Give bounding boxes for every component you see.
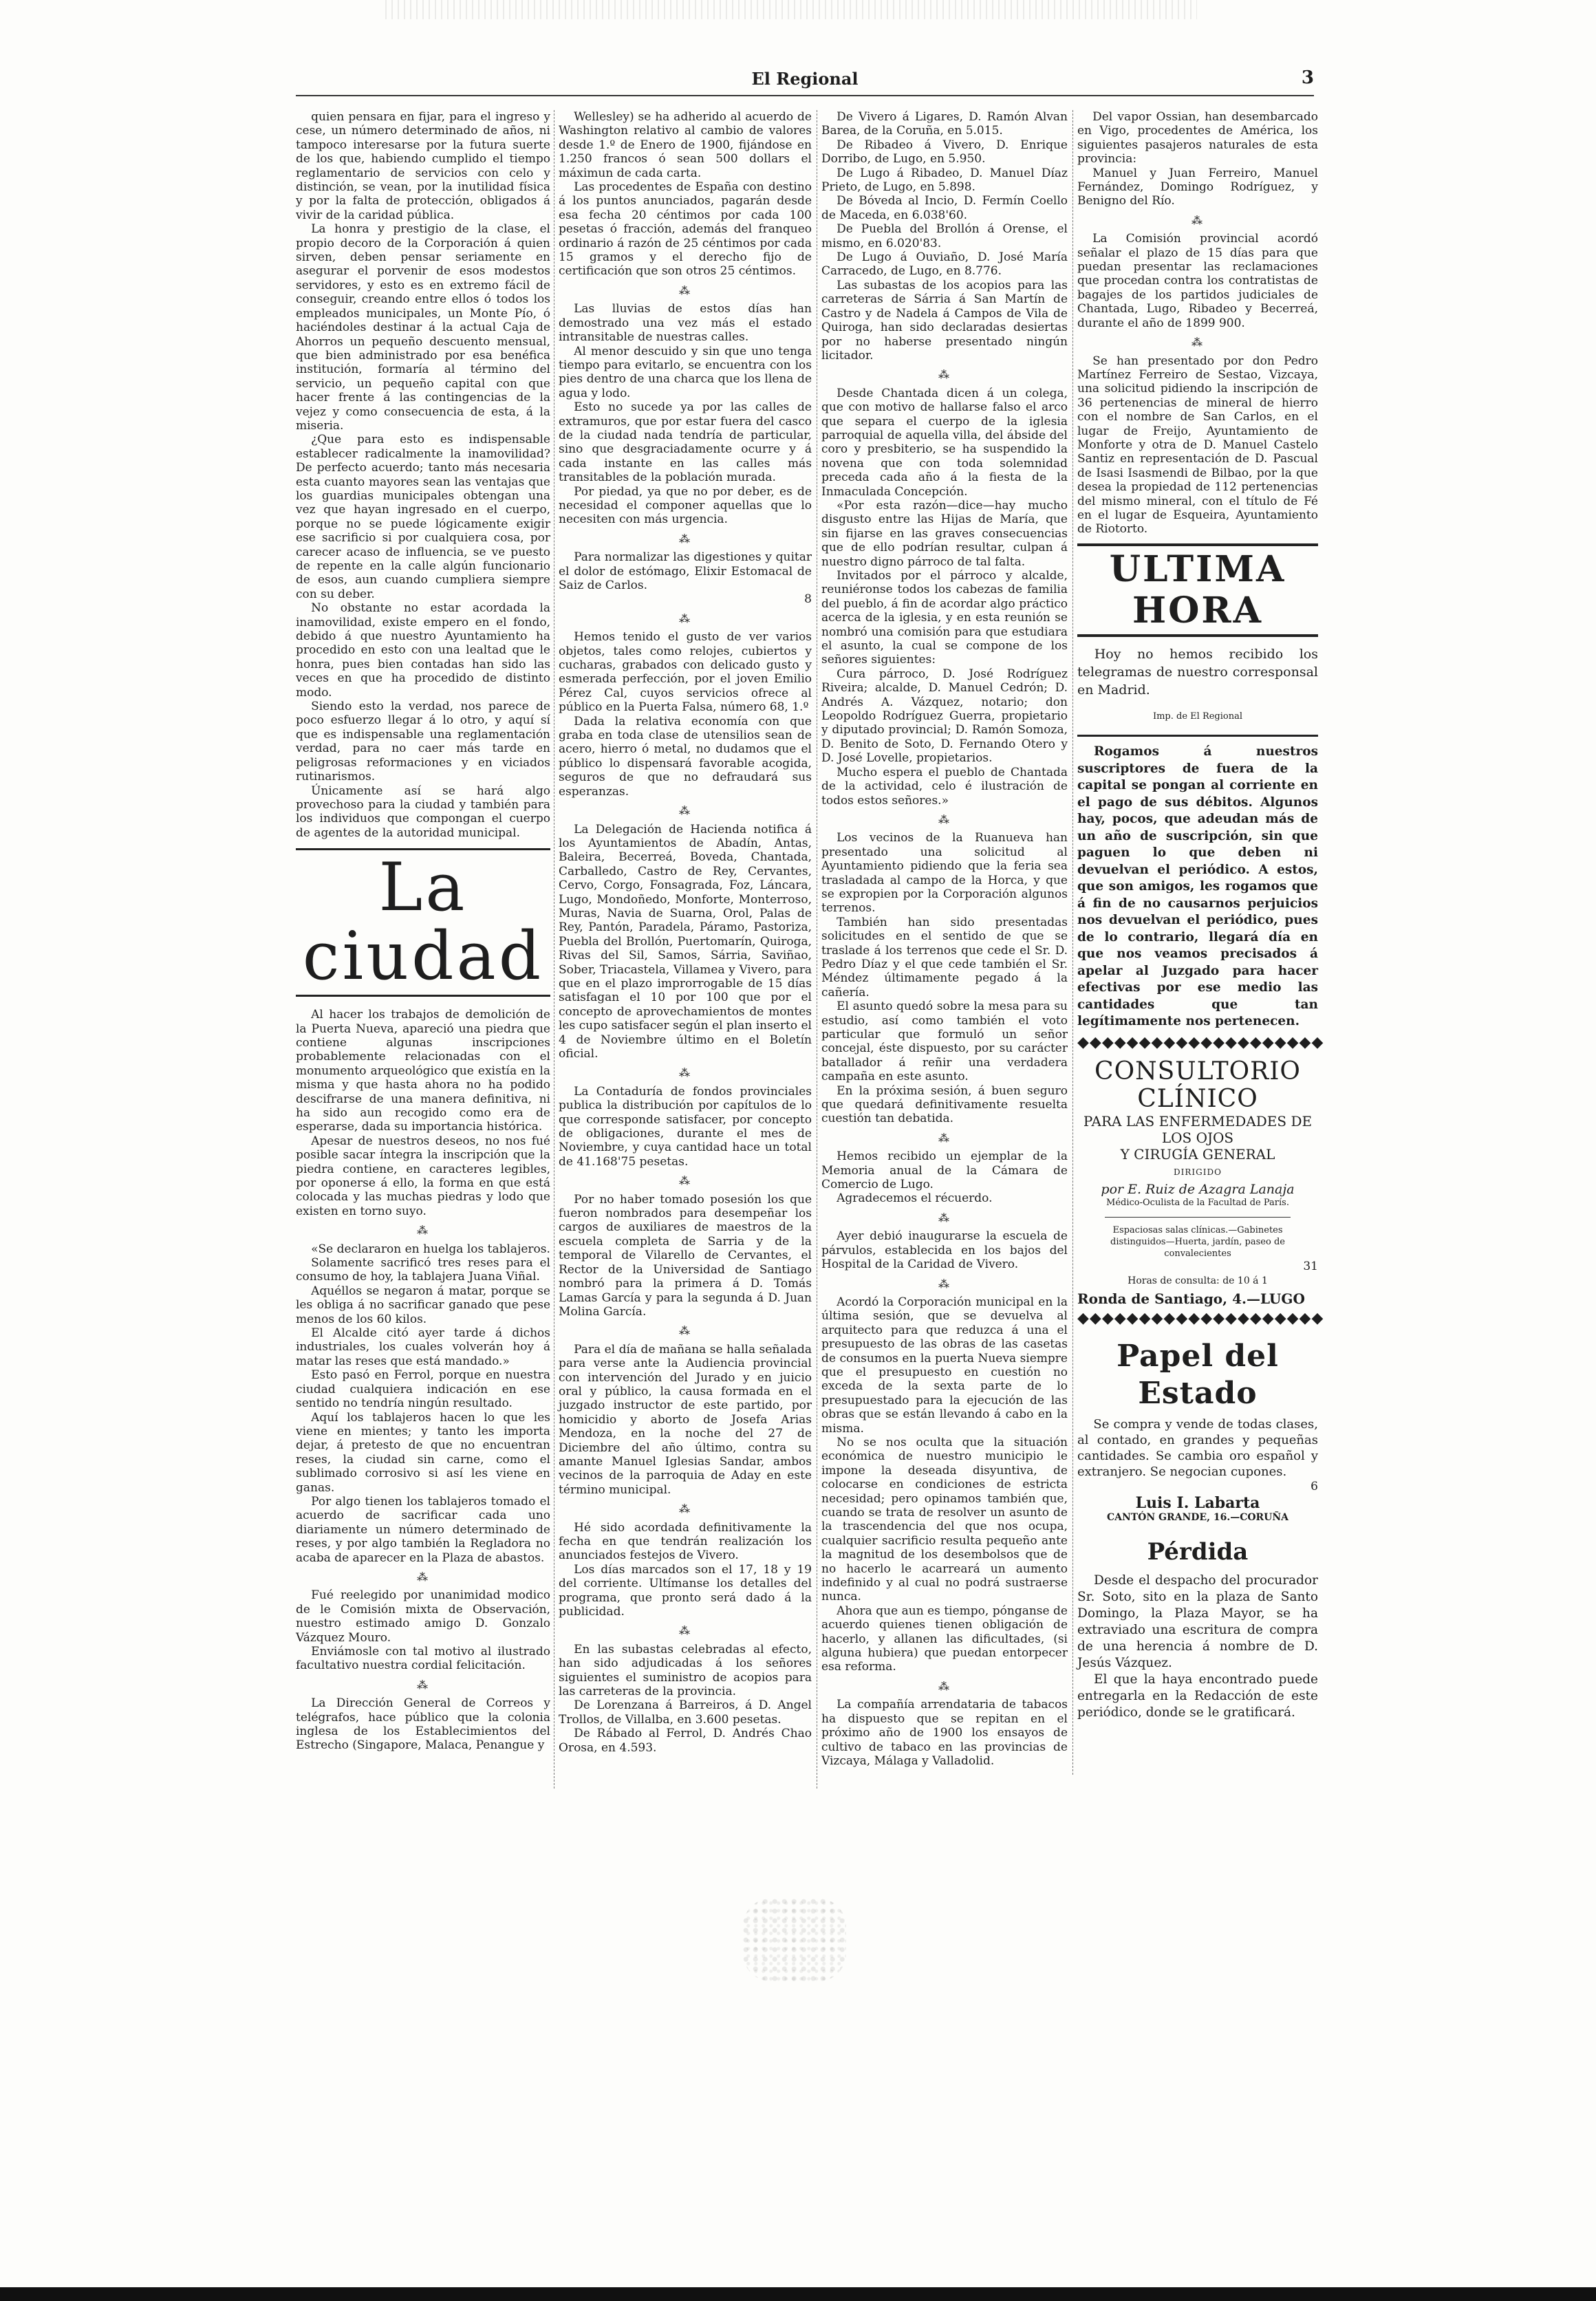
papel-ad-number: 6 xyxy=(1311,1479,1318,1493)
paragraph: De Rábado al Ferrol, D. Andrés Chao Orosa, en 4.593. xyxy=(559,1727,812,1755)
column-2 xyxy=(559,110,812,1789)
paragraph: Hé sido acordada definitivamente la fecha en que tendrán realización los anunciados festejos de Vivero. xyxy=(559,1520,812,1563)
paragraph: Aquéllos se negaron á matar, porque se les obliga á no sacrificar ganado que pese menos de los 60 kilos. xyxy=(296,1284,550,1326)
paragraph: El asunto quedó sobre la mesa para su estudio, así como también el voto particular que formuló un señor concejal, éste dispuesto, por su carácter batallador á reñir una verdadera campaña en este asunto. xyxy=(821,1000,1068,1084)
news-item xyxy=(821,1698,1068,1768)
news-item xyxy=(821,387,1068,808)
news-item xyxy=(559,1193,812,1319)
separator-asterism: ⁂ xyxy=(679,1624,691,1638)
paragraph: Esto no sucede ya por las calles de extramuros, que por estar fuera del casco de la ciudad nada tendría de particular, sino que desgraciadamente ocurre y á cada instante en las calles más transitables de la población murada. xyxy=(559,400,812,485)
ornament-row: ◆◆◆◆◆◆◆◆◆◆◆◆◆◆◆◆◆◆◆◆ xyxy=(1077,1033,1324,1051)
paragraph: Al hacer los trabajos de demolición de la Puerta Nueva, apareció una piedra que contiene algunas inscripciones probablemente relacionadas con el monumento arqueológico que existía en la misma y que hasta ahora no ha podido descifrarse de una manera definitiva, ni ha sido aun recogido como era de esperarse, dada su importancia histórica. xyxy=(296,1008,550,1134)
news-item xyxy=(821,831,1068,1126)
paragraph: La Contaduría de fondos provinciales publica la distribución por capítulos de lo que corresponde satisfacer, por concepto de obligaciones, durante el mes de Noviembre, y cuya cantidad hace un total de 41.168'75 pesetas. xyxy=(559,1084,812,1169)
paragraph: La Delegación de Hacienda notifica á los Ayuntamientos de Abadín, Antas, Baleira, Becerreá, Boveda, Chantada, Carballedo, Castro de Rey, Cervantes, Cervo, Corgo, Fonsagrada, Foz, Láncara, Lugo, Mondoñedo, Monforte, Monterroso, Muras, Navia de Suarna, Orol, Palas de Rey, Pantón, Paradela, Páramo, Pastoriza, Puebla del Brollón, Puertomarín, Quiroga, Rivas del Sil, Samos, Sárria, Saviñao, Sober, Triacastela, Villamea y Vivero, para que en el plazo improrrogable de 15 días satisfagan el 10 por 100 que por el concepto de aprovechamientos de montes les cupo satisfacer según el plan inserto el 4 de Noviembre último en el Boletín oficial. xyxy=(559,822,812,1061)
paragraph: Dada la relativa economía con que graba en toda clase de utensilios sean de acero, hierro ó metal, no dudamos que el público lo dispensará favorable acogida, seguros de que no defraudará sus esperanzas. xyxy=(559,714,812,799)
separator-asterism: ⁂ xyxy=(938,812,951,826)
paragraph: Por no haber tomado posesión los que fueron nombrados para desempeñar los cargos de auxiliares de maestros de la escuela completa de Sarria y de la temporal de Vilarello de Cervantes, el Rector de la Universidad de Santiago nombró para la primera á D. Tomás Lamas García y para la segunda á D. Juan Molina García. xyxy=(559,1192,812,1319)
page-header xyxy=(296,67,1314,96)
news-item xyxy=(559,1521,812,1619)
paragraph: Solamente sacrificó tres reses para el consumo de hoy, la tablajera Juana Viñal. xyxy=(296,1256,550,1284)
ultima-hora-title: ULTIMA HORA xyxy=(1077,543,1318,637)
separator-asterism: ⁂ xyxy=(679,1324,691,1338)
paragraph: Los días marcados son el 17, 18 y 19 del corriente. Ultímanse los detalles del programa, que pronto será dado á la publicidad. xyxy=(559,1562,812,1619)
paragraph: Para el día de mañana se halla señalada para verse ante la Audiencia provincial con intervención del Jurado y en juicio oral y público, la causa formada en el juzgado instructor de este partido, por homicidio y aborto de Josefa Arias Mendoza, en la noche del 27 de Diciembre del año último, contra su amante Manuel Iglesias Sandar, ambos vecinos de la parroquia de Aday en este término municipal. xyxy=(559,1342,812,1497)
news-item xyxy=(1077,354,1318,537)
ad-text: Para normalizar las digestiones y quitar el dolor de estómago, Elixir Estomacal de Saiz de Carlos. xyxy=(559,550,812,592)
separator-asterism: ⁂ xyxy=(1191,213,1204,227)
paragraph: De Puebla del Brollón á Orense, el mismo, en 6.020'83. xyxy=(821,222,1068,250)
paragraph: Apesar de nuestros deseos, no nos fué posible sacar íntegra la inscripción que la piedra contiene, en caracteres legibles, por oponerse á ello, la forma en que está colocada y las muchas piedras y lodo que existen en torno suyo. xyxy=(296,1134,550,1218)
clinic-rooms: Espaciosas salas clínicas.—Gabinetes distinguidos—Huerta, jardín, paseo de convalecientes xyxy=(1110,1225,1285,1260)
paragraph: Enviámosle con tal motivo al ilustrado facultativo nuestra cordial felicitación. xyxy=(296,1645,550,1673)
news-item xyxy=(559,823,812,1061)
news-item xyxy=(821,1229,1068,1271)
news-item xyxy=(559,1343,812,1497)
paragraph: quien pensara en fijar, para el ingreso y cese, un número determinado de años, ni tampoco interesarse por la futura suerte de los que, habiendo cumplido el tiempo reglamentario de servicios con celo y distinción, se vean, por la inutilidad física y por la falta de protección, obligados á vivir de la caridad pública. xyxy=(296,110,550,222)
separator-asterism: ⁂ xyxy=(679,283,691,297)
news-item xyxy=(296,1242,550,1565)
news-item xyxy=(559,110,812,279)
article-municipal-guards xyxy=(296,110,550,840)
clinic-doctor-title: Médico-Oculista de la Facultad de París. xyxy=(1106,1197,1289,1208)
clinic-ad-number: 31 xyxy=(1303,1260,1318,1274)
ornament-row: ◆◆◆◆◆◆◆◆◆◆◆◆◆◆◆◆◆◆◆◆ xyxy=(1077,1309,1324,1327)
ultima-hora-text: Hoy no hemos recibido los telegramas de nuestro corresponsal en Madrid. xyxy=(1077,646,1318,698)
paragraph: El que la haya encontrado puede entregarla en la Redacción de este periódico, donde se le gratificará. xyxy=(1077,1672,1318,1720)
clinic-hours: Horas de consulta: de 10 á 1 xyxy=(1128,1275,1268,1286)
paragraph: No se nos oculta que la situación económica de nuestro municipio le impone la deseada disyuntiva, de colocarse en condiciones de estricta necesidad; pero opinamos también que, cuando se trata de resolver un asunto de la trascendencia del que nos ocupa, cualquier sacrificio resulta pequeño ante la magnitud de los desembolsos que de no hacerlo le acarreará un aumento indefinido y al cual no podrá sustraerse nunca. xyxy=(821,1435,1068,1604)
clinic-dirigido: DIRIGIDO xyxy=(1174,1167,1222,1178)
paragraph: Hemos tenido el gusto de ver varios objetos, tales como relojes, cubiertos y cucharas, grabados con delicado gusto y esmerada perfección, por el joven Emilio Pérez Cal, cuyos servicios ofrece al público en la Puerta Falsa, número 68, 1.º xyxy=(559,630,812,715)
news-item xyxy=(559,1643,812,1755)
separator-asterism: ⁂ xyxy=(417,1224,429,1238)
separator-asterism: ⁂ xyxy=(938,368,951,382)
divider xyxy=(1077,735,1318,737)
separator-asterism: ⁂ xyxy=(938,1211,951,1224)
paragraph: De Lugo á Ouviaño, D. José María Carracedo, de Lugo, en 8.776. xyxy=(821,250,1068,279)
notice-text: Rogamos á nuestros suscriptores de fuera de la capital se pongan al corriente en el pago de sus débitos. Algunos hay, pocos, que adeudan más de un año de suscripción, sin que paguen lo que deben ni devuelvan el periódico. A estos, que son amigos, les rogamos que á fin de no causarnos perjuicios nos devuelvan el periódico, pues de lo contrario, llegará día en que nos veamos precisados á apelar al Juzgado para hacer efectivas por ese medio las cantidades que tan legítimamente nos pertenecen. xyxy=(1077,744,1318,1029)
paragraph: De Lorenzana á Barreiros, á D. Angel Trollos, de Villalba, en 3.600 pesetas. xyxy=(559,1698,812,1727)
paragraph: Aquí los tablajeros hacen lo que les viene en mientes; y tanto les importa dejar, á pretesto de que no encuentran reses, la ciudad sin carne, como el sublimado corrosivo si así les viene en ganas. xyxy=(296,1410,550,1495)
paragraph: «Por esta razón—dice—hay mucho disgusto entre las Hijas de María, que sin fijarse en las graves consecuencias que de ello podrían resultar, culpan á nuestro digno párroco de tal falta. xyxy=(821,498,1068,569)
scan-noise-top xyxy=(385,0,1197,19)
paragraph: La Comisión provincial acordó señalar el plazo de 15 días para que puedan presentar las reclamaciones que procedan contra los contratistas de bagajes de los partidos judiciales de Chantada, Lugo, Ribadeo y Becerreá, durante el año de 1899 900. xyxy=(1077,232,1318,330)
paragraph: Hemos recibido un ejemplar de la Memoria anual de la Cámara de Comercio de Lugo. xyxy=(821,1149,1068,1192)
paragraph: Desde Chantada dicen á un colega, que con motivo de hallarse falso el arco que separa el cuerpo de la iglesia parroquial de aquella villa, del ábside del coro y presbiterio, se ha suspendido la novena que con toda solemnidad preceda cada año á la fiesta de la Inmaculada Concepción. xyxy=(821,386,1068,499)
column-4 xyxy=(1077,110,1324,1720)
papel-estado-ad xyxy=(1077,1338,1318,1524)
column-1 xyxy=(296,110,550,1789)
paragraph: Los vecinos de la Ruanueva han presentado una solicitud al Ayuntamiento pidiendo que la feria sea trasladada al campo de la Horca, y que se expropien por la Corporación algunos terrenos. xyxy=(821,831,1068,916)
paragraph: Se han presentado por don Pedro Martínez Ferreiro de Sestao, Vizcaya, una solicitud pidiendo la inscripción de 36 pertenencias de mineral de hierro con el nombre de San Carlos, en el lugar de Freijo, Ayuntamiento de Monforte y otra de D. Manuel Castelo Santiz en representación de D. Pascual de Isasi Isasmendi de Bilbao, por la que desea la propiedad de 112 pertenencias del mismo mineral, con el título de Fé en el lugar de Esqueira, Ayuntamiento de Riotorto. xyxy=(1077,354,1318,537)
news-item xyxy=(821,1149,1068,1206)
clinic-address: Ronda de Santiago, 4.—LUGO xyxy=(1077,1290,1305,1308)
paragraph: Acordó la Corporación municipal en la última sesión, que se devuelva al arquitecto para que reduzca á una el presupuesto de las obras de las casetas de consumos en la puerta Nueva siempre que el presupuesto en cuestión no exceda de la sexta parte de lo presupuestado para la ejecución de las obras que se están llevando á cabo en la misma. xyxy=(821,1295,1068,1436)
paragraph: «Se declararon en huelga los tablajeros. xyxy=(311,1242,550,1256)
paragraph: Del vapor Ossian, han desembarcado en Vigo, procedentes de América, los siguientes pasajeros naturales de esta provincia: xyxy=(1077,110,1318,166)
paragraph: Desde el despacho del procurador Sr. Soto, sito en la plaza de Santo Domingo, la Plaza Mayor, se ha extraviado una escritura de compra de una herencia á nombre de D. Jesús Vázquez. xyxy=(1077,1573,1318,1671)
column-3 xyxy=(821,110,1068,1775)
papel-address: CANTÓN GRANDE, 16.—CORUÑA xyxy=(1106,1511,1289,1523)
paragraph: De Ribadeo á Vivero, D. Enrique Dorribo, de Lugo, en 5.950. xyxy=(821,138,1068,166)
divider xyxy=(1105,1217,1291,1218)
paragraph: De Vivero á Ligares, D. Ramón Alvan Barea, de la Coruña, en 5.015. xyxy=(821,110,1068,138)
paragraph: Por piedad, ya que no por deber, es de necesidad el componer aquellas que lo necesiten con más urgencia. xyxy=(559,484,812,527)
paragraph: Mucho espera el pueblo de Chantada de la actividad, celo é ilustración de todos estos señores.» xyxy=(821,765,1068,808)
paragraph: Las subastas de los acopios para las carreteras de Sárria á San Martín de Castro y de Nadela á Campos de Vila de Quiroga, han sido declaradas desiertas por no haberse presentado ningún licitador. xyxy=(821,278,1068,363)
separator-asterism: ⁂ xyxy=(679,804,691,818)
news-item xyxy=(296,1588,550,1672)
clinic-subtitle: PARA LAS ENFERMEDADES DE LOS OJOS xyxy=(1083,1113,1313,1147)
paragraph: Por algo tienen los tablajeros tomado el acuerdo de sacrificar cada uno diariamente un número determinado de reses, y por algo también la Regladora no acaba de aparecer en la Plaza de abastos. xyxy=(296,1494,550,1565)
paragraph: Únicamente así se hará algo provechoso para la ciudad y también para los individuos que compongan el cuerpo de agentes de la autoridad municipal. xyxy=(296,784,550,840)
imprenta-line: Imp. de El Regional xyxy=(1152,711,1243,722)
news-item xyxy=(559,630,812,799)
paragraph: Las procedentes de España con destino á los puntos anunciados, pagarán desde esa fecha 20 céntimos por cada 100 pesetas ó fracción, además del franqueo ordinario á razón de 25 céntimos por cada 15 gramos y el derecho fijo de certificación que son otros 25 céntimos. xyxy=(559,180,812,279)
separator-asterism: ⁂ xyxy=(417,1678,429,1692)
newspaper-name: El Regional xyxy=(751,69,859,89)
papel-name: Luis I. Labarta xyxy=(1135,1494,1260,1513)
news-item xyxy=(559,1085,812,1169)
page-number: 3 xyxy=(1301,67,1314,88)
paragraph: ¿Que para esto es indispensable establecer radicalmente la inamovilidad? De perfecto acuerdo; tanto más necesaria esta cuanto mayores sean las ventajas que los guardias municipales obtengan una vez que hayan ingresado en el cuerpo, porque no se puede lógicamente exigir ese sacrificio si por cualquiera cosa, por carecer acaso de influencia, se ve puesto de repente en la calle algún funcionario de esos, aun cuando cumpliera siempre con su deber. xyxy=(296,433,550,601)
consultorio-ad xyxy=(1077,1058,1318,1306)
paragraph: De Bóveda al Incio, D. Fermín Coello de Maceda, en 6.038'60. xyxy=(821,194,1068,222)
separator-asterism: ⁂ xyxy=(938,1277,951,1290)
paragraph: Manuel y Juan Ferreiro, Manuel Fernández, Domingo Rodríguez, y Benigno del Río. xyxy=(1077,166,1318,208)
paragraph: Esto pasó en Ferrol, porque en nuestra ciudad cualquiera indicación en ese sentido no tendría ningún resultado. xyxy=(296,1368,550,1411)
perdida-title: Pérdida xyxy=(1147,1538,1249,1566)
news-item xyxy=(1077,110,1318,208)
scan-edge-bar xyxy=(0,2287,1596,2301)
separator-asterism: ⁂ xyxy=(1191,336,1204,349)
separator-asterism: ⁂ xyxy=(679,1066,691,1080)
news-item xyxy=(821,110,1068,363)
paragraph: La compañía arrendataria de tabacos ha dispuesto que se repitan en el próximo año de 1900 los ensayos de cultivo de tabaco en las provincias de Vizcaya, Málaga y Valladolid. xyxy=(821,1698,1068,1768)
paragraph: La Dirección General de Correos y telégrafos, hace público que la colonia inglesa de los Establecimientos del Estrecho (Singapore, Malaca, Penangue y xyxy=(296,1696,550,1753)
paragraph: También han sido presentadas solicitudes en el sentido de que se traslade á los terrenos que cede el Sr. D. Pedro Díaz y el que cede también el Sr. Méndez últimamente pegado á la cañería. xyxy=(821,915,1068,1000)
paragraph: El Alcalde citó ayer tarde á dichos industriales, los cuales volverán hoy á matar las reses que está mandado.» xyxy=(296,1326,550,1368)
separator-asterism: ⁂ xyxy=(679,1174,691,1188)
news-item xyxy=(559,302,812,527)
paragraph: Siendo esto la verdad, nos parece de poco esfuerzo llegar á lo otro, y aquí sí que es indispensable una reglamentación verdad, para no caer más tarde en peligrosas reformaciones y en viciados rutinarismos. xyxy=(296,700,550,784)
section-title-la-ciudad: La ciudad xyxy=(296,848,550,997)
paragraph: Ahora que aun es tiempo, pónganse de acuerdo quienes tienen obligación de hacerlo, y allanen las dificultades, (si alguna hubiera) que puedan entorpecer esa reforma. xyxy=(821,1603,1068,1674)
subscribers-notice xyxy=(1077,744,1318,1030)
papel-text: Se compra y vende de todas clases, al contado, en grandes y pequeñas cantidades. Se cambia oro español y extranjero. Se negocian cupones. xyxy=(1077,1416,1318,1479)
paragraph: Invitados por el párroco y alcalde, reuniéronse todos los cabezas de familia del pueblo, á fin de acordar algo práctico acerca de la iglesia, y en esta reunión se nombró una comisión para que estudiara el asunto, la cual se compone de los señores siguientes: xyxy=(821,569,1068,667)
paragraph: Wellesley) se ha adherido al acuerdo de Washington relativo al cambio de valores desde 1.º de Enero de 1900, fijándose en 1.250 francos ó sean 500 dollars el máximun de cada carta. xyxy=(559,110,812,180)
paragraph: En la próxima sesión, á buen seguro que quedará definitivamente resuelta cuestión tan debatida. xyxy=(821,1083,1068,1126)
clinic-title: CONSULTORIO CLÍNICO xyxy=(1094,1057,1301,1114)
news-item xyxy=(296,1008,550,1218)
paragraph: No obstante no estar acordada la inamovilidad, existe empero en el fondo, debido á que nuestro Ayuntamiento ha procedido en esto con una lealtad que le honra, pues bien contadas han sido las veces en que ha procedido de distinto modo. xyxy=(296,601,550,700)
news-item xyxy=(821,1295,1068,1674)
paragraph: Las lluvias de estos días han demostrado una vez más el estado intransitable de nuestras calles. xyxy=(559,302,812,345)
advertisement-elixir xyxy=(559,550,812,607)
separator-asterism: ⁂ xyxy=(679,1502,691,1516)
ad-number: 8 xyxy=(804,592,812,607)
news-item xyxy=(296,1696,550,1753)
clinic-subtitle-2: Y CIRUGÍA GENERAL xyxy=(1120,1146,1275,1163)
scan-noise-bottom xyxy=(743,1899,846,1981)
separator-asterism: ⁂ xyxy=(679,612,691,625)
paragraph: Al menor descuido y sin que uno tenga tiempo para evitarlo, se encuentra con los pies dentro de una charca que los llena de agua y lodo. xyxy=(559,344,812,400)
paragraph: Cura párroco, D. José Rodríguez Riveira; alcalde, D. Manuel Cedrón; D. Andrés A. Vázquez, notario; don Leopoldo Rodríguez Guerra, propietario y diputado provincial; D. Ramón Somoza, D. Benito de Soto, D. Fernando Otero y D. José Lovelle, propietarios. xyxy=(821,667,1068,766)
paragraph: En las subastas celebradas al efecto, han sido adjudicadas á los señores siguientes el suministro de acopios para las carreteras de la provincia. xyxy=(559,1642,812,1699)
perdida-notice xyxy=(1077,1537,1318,1721)
separator-asterism: ⁂ xyxy=(938,1679,951,1693)
news-item xyxy=(1077,232,1318,330)
column-rule xyxy=(1072,110,1073,1775)
clinic-doctor: por E. Ruiz de Azagra Lanaja xyxy=(1101,1181,1295,1197)
paragraph: Fué reelegido por unanimidad modico de le Comisión mixta de Observación, nuestro estimado amigo D. Gonzalo Vázquez Mouro. xyxy=(296,1588,550,1645)
paragraph: La honra y prestigio de la clase, el propio decoro de la Corporación á quien sirven, deben pensar seriamente en asegurar el porvenir de esos modestos servidores, y esto es en extremo fácil de conseguir, creando entre ellos ó todos los empleados municipales, un Monte Pío, ó haciéndoles destinar á la actual Caja de Ahorros un pequeño descuento mensual, que bien administrado por esa benéfica institución, formaría al término del servicio, un pequeño capital con que hacer frente á las contingencias de la vejez y como consecuencia de esta, á la miseria. xyxy=(296,222,550,433)
separator-asterism: ⁂ xyxy=(417,1570,429,1584)
paragraph: Ayer debió inaugurarse la escuela de párvulos, establecida en los bajos del Hospital de la Caridad de Vivero. xyxy=(821,1229,1068,1272)
papel-title: Papel del Estado xyxy=(1117,1338,1279,1411)
paragraph: De Lugo á Ribadeo, D. Manuel Díaz Prieto, de Lugo, en 5.898. xyxy=(821,166,1068,195)
separator-asterism: ⁂ xyxy=(938,1131,951,1145)
paragraph: Agradecemos el récuerdo. xyxy=(837,1191,993,1206)
separator-asterism: ⁂ xyxy=(679,532,691,545)
